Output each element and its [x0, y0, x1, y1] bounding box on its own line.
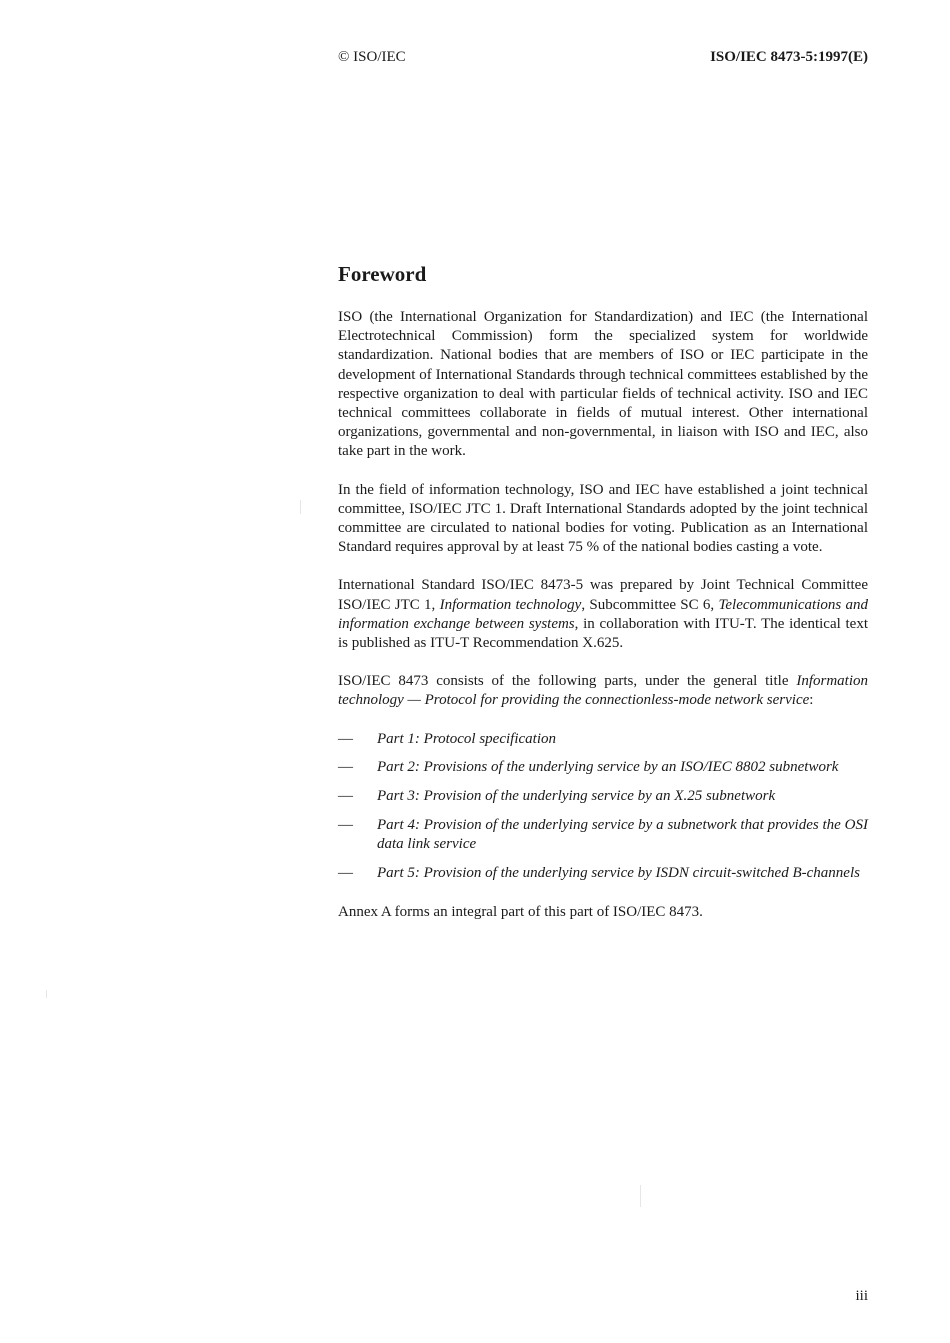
- header-copyright: © ISO/IEC: [338, 49, 406, 65]
- list-item-text: Part 2: Provisions of the underlying service by an ISO/IEC 8802 subnetwork: [377, 759, 839, 776]
- paragraph-parts-intro: [338, 672, 868, 710]
- list-dash: —: [338, 816, 353, 833]
- preparation-text-c: , Subcommittee SC 6,: [581, 596, 719, 613]
- parts-intro-text-a: ISO/IEC 8473 consists of the following parts, under the general title: [338, 673, 797, 690]
- header-document-id: ISO/IEC 8473-5:1997(E): [710, 49, 868, 65]
- foreword-section: [338, 260, 868, 941]
- list-item-text: Part 4: Provision of the underlying service by a subnetwork that provides the OSI data link service: [377, 816, 868, 852]
- list-item: [338, 816, 868, 854]
- preparation-text-a: International Standard ISO/IEC 8473-5 was prepared by Joint Technical Committee ISO/IEC JTC 1,: [338, 577, 868, 613]
- scan-artifact-line: [46, 990, 47, 998]
- preparation-text-b: Information technology: [439, 596, 582, 613]
- list-dash: —: [338, 730, 353, 747]
- page-number: iii: [855, 1288, 868, 1304]
- preparation-text-d: Telecommunications and information exchange between systems: [338, 596, 868, 632]
- list-item-text: Part 3: Provision of the underlying service by an X.25 subnetwork: [377, 788, 776, 805]
- list-dash: —: [338, 864, 353, 881]
- paragraph-preparation: [338, 576, 868, 653]
- list-item-text: Part 5: Provision of the underlying service by ISDN circuit-switched B-channels: [377, 864, 860, 881]
- list-item: [338, 758, 868, 777]
- parts-intro-text-c: :: [809, 692, 814, 709]
- list-dash: —: [338, 788, 353, 805]
- parts-intro-general-title: Information technology — Protocol for providing the connectionless-mode network service: [338, 673, 868, 709]
- list-item: [338, 787, 868, 806]
- paragraph-iso-iec-intro: ISO (the International Organization for Standardization) and IEC (the International Electrotechnical Commission) form the specialized system for worldwide standardization. National bodies that are members of ISO or IEC participate in the development of International Standards through technical committees established by the respective organization to deal with particular fields of technical activity. ISO and IEC technical committees collaborate in fields of mutual interest. Other international organizations, governmental and non-governmental, in liaison with ISO and IEC, also take part in the work.: [338, 309, 868, 460]
- paragraph-annex: Annex A forms an integral part of this part of ISO/IEC 8473.: [338, 903, 703, 920]
- paragraph-jtc1: In the field of information technology, ISO and IEC have established a joint technical committee, ISO/IEC JTC 1. Draft International Standards adopted by the joint technical committee are circulated to national bodies for voting. Publication as an International Standard requires approval by at least 75 % of the national bodies casting a vote.: [338, 481, 868, 556]
- list-item-text: Part 1: Protocol specification: [377, 730, 556, 747]
- foreword-title: Foreword: [338, 262, 427, 286]
- scan-artifact-line: [640, 1185, 641, 1207]
- list-dash: —: [338, 759, 353, 776]
- preparation-text-e: , in collaboration with ITU-T. The identical text is published as ITU-T Recommendation X.625.: [338, 615, 868, 652]
- list-item: [338, 730, 868, 749]
- parts-list: [338, 730, 868, 883]
- list-item: [338, 864, 868, 883]
- scan-artifact-line: [300, 500, 301, 514]
